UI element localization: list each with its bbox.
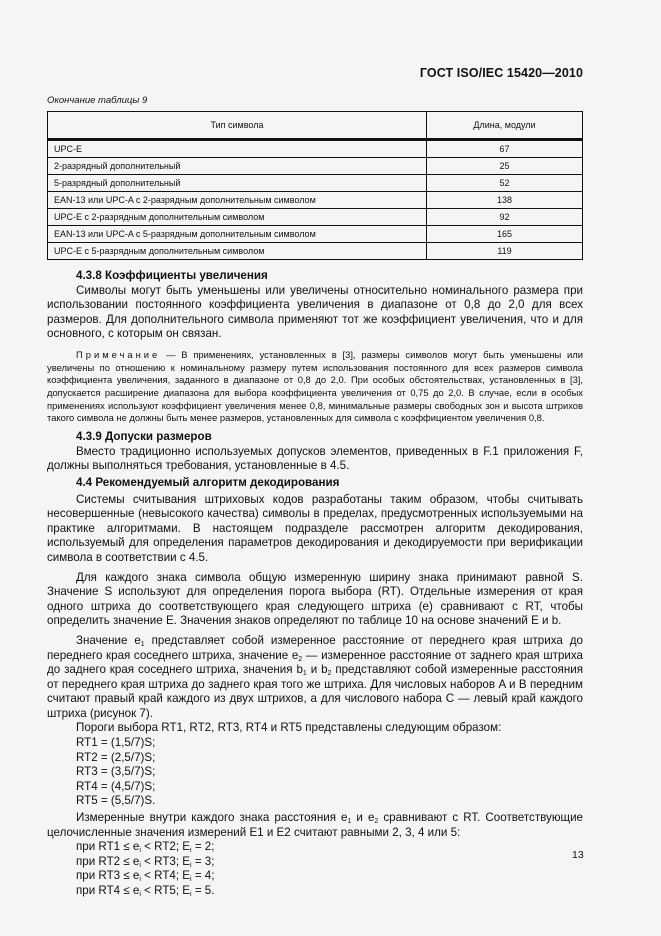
subscript: 1 [140,640,145,648]
condition-e5 [47,884,583,899]
text-run: при RT3 ≤ e [76,869,140,883]
paragraph-character-width: Для каждого знака символа общую измеренную ширину знака принимают равной S. Значение S используют для определения порога выбора (RT). Отдельные измерения от края одного штриха до соответствующего края следующего штриха (e) сравнивают с RT, чтобы определить значение E. Значения знаков определяют по таблице 10 на основе значений E и b. [47,570,583,628]
table-row [48,140,583,158]
subscript: 1 [302,670,307,678]
paragraph-tolerances: Вместо традиционно используемых допусков элементов, приведенных в F.1 приложения F, должны выполняться требования, установленные в 4.5. [47,444,583,473]
table-row [48,209,583,226]
table-row [48,192,583,209]
text-run: < RT5; E [140,884,191,897]
text-run: сравнивают с RT. Соответствующие целочисленные значения измерений E1 и E2 считают равными 2, 3, 4 или 5: [47,811,583,839]
subscript: 2 [374,818,379,826]
paragraph-decoding-intro: Системы считывания штриховых кодов разработаны таким образом, чтобы считывать несовершенные (невысокого качества) символы в пределах, предусмотренных используемыми на практике алгоритмами. В настоящем подразделе рассмотрен алгоритм декодирования, используемый для определения параметров декодирования и декодируемости при верификации символа в соответствии с 4.5. [47,492,583,564]
condition-e4 [47,869,583,884]
thresholds-intro: Пороги выбора RT1, RT2, RT3, RT4 и RT5 представлены следующим образом: [76,721,502,735]
section-heading-4-4: 4.4 Рекомендуемый алгоритм декодирования [76,475,340,489]
text-run: при RT2 ≤ e [76,854,140,868]
cell-length: 119 [427,243,583,260]
subscript: i [139,861,141,869]
subscript: i [190,861,192,869]
cell-symbol-type: UPC-E с 5-разрядным дополнительным символом [48,243,427,260]
text-run: < RT2; E [140,840,191,854]
paragraph-edge-measurements [47,634,583,722]
cell-length: 25 [427,158,583,175]
subscript: 2 [298,655,303,663]
column-header-length: Длина, модули [427,112,583,140]
text-run: = 5. [191,884,215,897]
subscript: 2 [327,670,332,678]
subscript: i [139,876,141,884]
text-run: представляет собой измеренное расстояние от переднего края штриха до переднего края соседнего штриха, значение e [47,633,583,662]
paragraph-integer-values [47,811,583,840]
text-run: = 2; [191,840,215,854]
column-header-symbol-type: Тип символа [48,112,427,140]
text-run: при RT4 ≤ e [76,884,140,897]
condition-e3 [47,855,583,870]
page-number: 13 [572,849,584,861]
text-run: при RT1 ≤ e [76,840,140,854]
text-run: = 3; [191,854,215,868]
condition-e2 [47,840,583,855]
symbol-length-table [47,111,583,260]
section-heading-4-3-8: 4.3.8 Коэффициенты увеличения [76,269,268,282]
table-header-row [48,112,583,140]
cell-length: 67 [427,140,583,158]
subscript: i [139,847,141,855]
threshold-rt3: RT3 = (3,5/7)S; [76,765,156,779]
table-row [48,158,583,175]
threshold-rt2: RT2 = (2,5/7)S; [76,750,156,764]
note-text: — В применениях, установленных в [3], размеры символов могут быть уменьшены или увеличены по отношению к номинальному размеру путем использования постоянного для всех размеров символа коэффициента увеличения, заданного в диапазоне от 0,8 до 2,0. При особых обстоятельствах, установленных в [3], допускается расширение диапазона для выбора коэффициента увеличения от 0,75 до 2,0. В случае, если в особых применениях используют коэффициент увеличения менее 0,8, минимальные размеры свободных зон и высота штрихов такого символа не должны быть менее размеров, установленных для символа с коэффициентом увеличения 0,8. [47,348,583,424]
text-run: — измеренное расстояние от заднего края штриха до заднего края соседнего штриха, значения b [47,648,583,677]
subscript: 1 [347,818,352,826]
subscript: i [190,891,192,898]
threshold-rt1: RT1 = (1,5/7)S; [76,736,156,750]
subscript: i [190,876,192,884]
note-label: Примечание [76,348,161,360]
text-run: представляют собой измеренные расстояния от переднего края штриха до заднего края того же штриха. Для числовых наборов A и B передним считают правый край каждого из двух штрихов, а для числового набора C — левый край каждого штриха (рисунок 7). [47,663,583,720]
cell-length: 165 [427,226,583,243]
section-heading-4-3-9: 4.3.9 Допуски размеров [76,430,212,444]
text-run: и b [306,663,328,677]
subscript: i [190,847,192,855]
paragraph-magnification: Символы могут быть уменьшены или увеличены относительно номинального размера при использовании постоянного коэффициента увеличения в диапазоне от 0,8 до 2,0 для всех размеров. Для дополнительного символа применяют тот же коэффициент увеличения, что и для основного, с которым он связан. [47,283,583,341]
text-run: < RT4; E [140,869,191,883]
document-body [47,269,583,899]
table-row [48,175,583,192]
threshold-rt5: RT5 = (5,5/7)S. [76,794,156,808]
table-row [48,243,583,260]
text-run: Измеренные внутри каждого знака расстояния e [76,811,348,825]
text-run: < RT3; E [140,854,191,868]
threshold-rt4: RT4 = (4,5/7)S; [76,779,156,793]
cell-length: 52 [427,175,583,192]
table-row [48,226,583,243]
cell-symbol-type: 5-разрядный дополнительный [48,175,427,192]
cell-length: 138 [427,192,583,209]
subscript: i [139,891,141,898]
text-run: и e [351,811,375,825]
text-run: Значение e [76,633,141,647]
note-magnification [47,349,583,425]
cell-length: 92 [427,209,583,226]
text-run: = 4; [191,869,215,883]
cell-symbol-type: UPC-E с 2-разрядным дополнительным символом [48,209,427,226]
cell-symbol-type: UPC-E [48,140,427,158]
document-id: ГОСТ ISO/IEC 15420—2010 [419,66,583,80]
cell-symbol-type: EAN-13 или UPC-A с 5-разрядным дополнительным символом [48,226,427,243]
cell-symbol-type: EAN-13 или UPC-A с 2-разрядным дополнительным символом [48,192,427,209]
table-caption: Окончание таблицы 9 [47,95,148,106]
cell-symbol-type: 2-разрядный дополнительный [48,158,427,175]
